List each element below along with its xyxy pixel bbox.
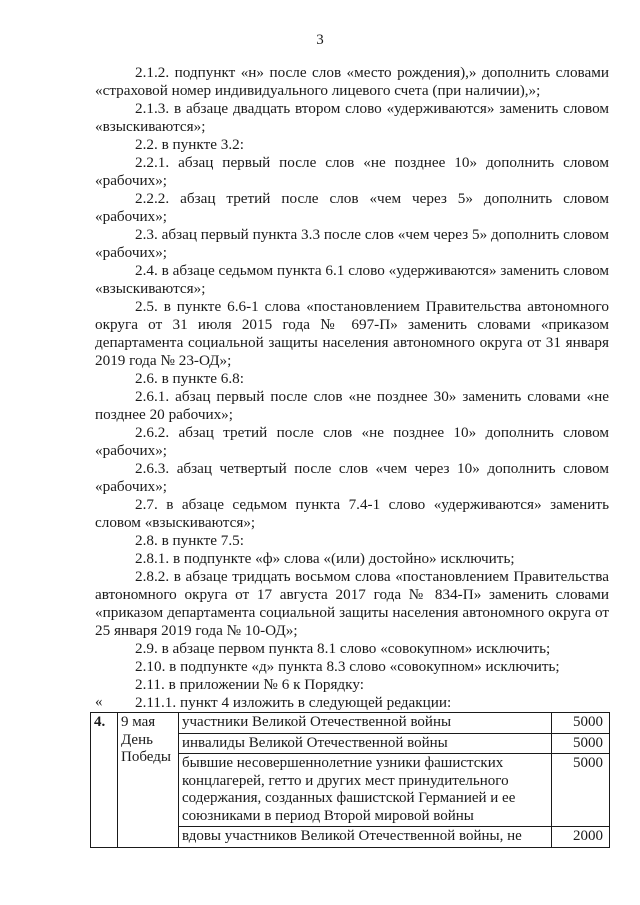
amount-cell: 5000 — [552, 733, 610, 754]
paragraph-2-2-2: 2.2.2. абзац третий после слов «чем через 5» дополнить словом «рабочих»; — [95, 190, 609, 225]
paragraph-2-10: 2.10. в подпункте «д» пункта 8.3 слово «совокупном» исключить; — [135, 658, 560, 675]
category-cell: вдовы участников Великой Отечественной войны, не — [179, 827, 552, 848]
paragraph-2-5: 2.5. в пункте 6.6-1 слова «постановлением Правительства автономного округа от 31 июля 2015 года № 697-П» заменить словами «приказом департамента социальной защиты населения автономного округа от 31 января 2019 года № 23-ОД»; — [95, 298, 609, 369]
paragraph-2-6-3: 2.6.3. абзац четвертый после слов «чем через 10» дополнить словом «рабочих»; — [95, 460, 609, 495]
holiday-line: Победы — [121, 749, 171, 765]
category-cell: участники Великой Отечественной войны — [179, 713, 552, 734]
paragraph-2-8: 2.8. в пункте 7.5: — [135, 532, 244, 549]
holiday-line: День — [121, 731, 153, 748]
paragraph-2-2: 2.2. в пункте 3.2: — [135, 136, 244, 153]
document-body — [95, 64, 609, 712]
opening-quote-mark: « — [95, 694, 103, 710]
category-cell: бывшие несовершеннолетние узники фашистских концлагерей, гетто и других мест принудительного содержания, созданных фашистской Германией и ее союзниками в период Второй мировой войны — [179, 754, 552, 827]
amount-cell: 5000 — [552, 754, 610, 827]
holiday-cell — [118, 713, 179, 848]
amount-cell: 2000 — [552, 827, 610, 848]
award-table — [90, 712, 610, 848]
paragraph-2-6-2: 2.6.2. абзац третий после слов «не позднее 10» дополнить словом «рабочих»; — [95, 424, 609, 459]
item-number-cell: 4. — [91, 713, 118, 848]
paragraph-2-8-2: 2.8.2. в абзаце тридцать восьмом слова «постановлением Правительства автономного округа от 17 августа 2017 года № 834-П» заменить словами «приказом департамента социальной защиты населения автономного округа от 25 января 2019 года № 10-ОД»; — [95, 568, 609, 639]
table-row — [91, 713, 610, 734]
paragraph-2-1-2: 2.1.2. подпункт «н» после слов «место рождения),» дополнить словами «страховой номер индивидуального лицевого счета (при наличии),»; — [95, 64, 609, 99]
paragraph-2-11: 2.11. в приложении № 6 к Порядку: — [135, 676, 364, 693]
paragraph-2-6: 2.6. в пункте 6.8: — [135, 370, 244, 387]
paragraph-2-9: 2.9. в абзаце первом пункта 8.1 слово «совокупном» исключить; — [135, 640, 551, 657]
amount-cell: 5000 — [552, 713, 610, 734]
paragraph-2-6-1: 2.6.1. абзац первый после слов «не позднее 30» заменить словами «не позднее 20 рабочих»; — [95, 388, 609, 423]
paragraph-2-8-1: 2.8.1. в подпункте «ф» слова «(или) достойно» исключить; — [135, 550, 515, 567]
category-cell: инвалиды Великой Отечественной войны — [179, 733, 552, 754]
paragraph-2-7: 2.7. в абзаце седьмом пункта 7.4-1 слово «удерживаются» заменить словом «взыскиваются»; — [95, 496, 609, 531]
page-number: 3 — [316, 32, 324, 48]
paragraph-2-2-1: 2.2.1. абзац первый после слов «не позднее 10» дополнить словом «рабочих»; — [95, 154, 609, 189]
holiday-line: 9 мая — [121, 714, 156, 730]
paragraph-2-1-3: 2.1.3. в абзаце двадцать втором слово «удерживаются» заменить словом «взыскиваются»; — [95, 100, 609, 135]
paragraph-2-3: 2.3. абзац первый пункта 3.3 после слов «чем через 5» дополнить словом «рабочих»; — [95, 226, 609, 261]
paragraph-2-4: 2.4. в абзаце седьмом пункта 6.1 слово «удерживаются» заменить словом «взыскиваются»; — [95, 262, 609, 297]
paragraph-2-11-1: 2.11.1. пункт 4 изложить в следующей редакции: — [135, 694, 452, 711]
